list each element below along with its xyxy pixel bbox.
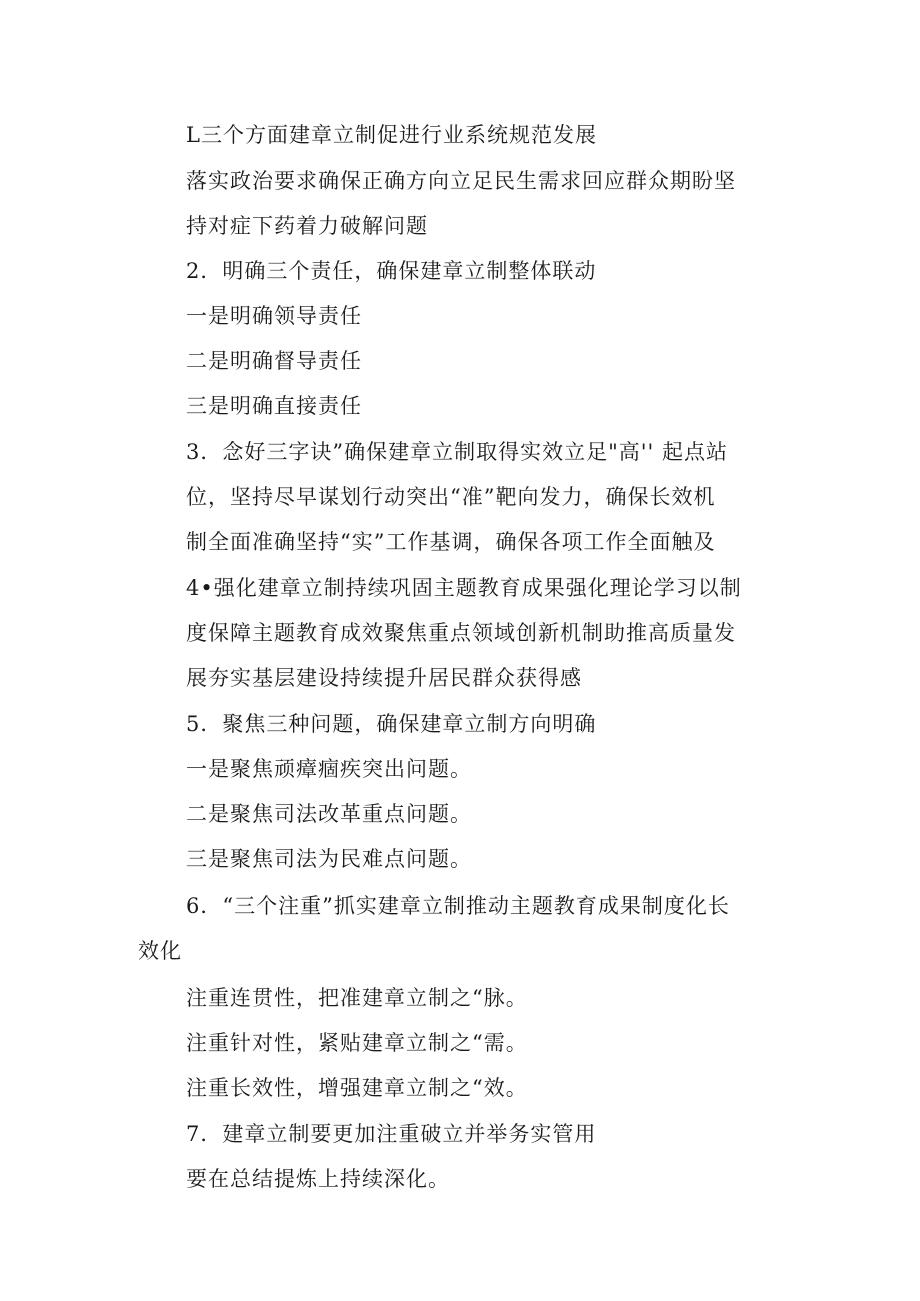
section-2-item-1: 一是明确领导责任	[186, 304, 362, 328]
section-2-item-2: 二是明确督导责任	[186, 349, 362, 373]
section-2-heading: 2．明确三个责任，确保建章立制整体联动	[186, 259, 597, 283]
section-5-item-1: 一是聚焦顽瘴痼疾突出问题。	[186, 757, 472, 781]
section-6-heading-line-2: 效化	[138, 939, 182, 963]
section-4-line-1: 4•强化建章立制持续巩固主题教育成果强化理论学习以制	[186, 576, 742, 600]
section-6-item-1: 注重连贯性，把准建章立制之“脉。	[186, 986, 528, 1010]
section-4-line-3: 展夯实基层建设持续提升居民群众获得感	[186, 666, 582, 690]
section-1-heading: L三个方面建章立制促进行业系统规范发展	[186, 123, 597, 147]
section-3-line-3: 制全面准确坚持“实”工作基调，确保各项工作全面触及	[186, 530, 716, 554]
section-5-heading: 5．聚焦三种问题，确保建章立制方向明确	[186, 712, 597, 736]
section-6-item-2: 注重针对性，紧贴建章立制之“需。	[186, 1031, 528, 1055]
section-3-line-2: 位，坚持尽早谋划行动突出“准”靶向发力，确保长效机	[186, 485, 716, 509]
section-6-item-3: 注重长效性，增强建章立制之“效。	[186, 1076, 528, 1100]
section-5-item-2: 二是聚焦司法改革重点问题。	[186, 802, 472, 826]
section-6-heading-line-1: 6．“三个注重”抓实建章立制推动主题教育成果制度化长	[186, 894, 730, 918]
section-3-line-1: 3．念好三字诀”确保建章立制取得实效立足"高'' 起点站	[186, 440, 728, 464]
section-1-body-line-1: 落实政治要求确保正确方向立足民生需求回应群众期盼坚	[186, 169, 736, 193]
section-1-body-line-2: 持对症下药着力破解问题	[186, 214, 428, 238]
section-5-item-3: 三是聚焦司法为民难点问题。	[186, 847, 472, 871]
section-7-heading: 7．建章立制要更加注重破立并举务实管用	[186, 1122, 597, 1146]
section-2-item-3: 三是明确直接责任	[186, 394, 362, 418]
section-7-body: 要在总结提炼上持续深化。	[186, 1167, 450, 1191]
section-4-line-2: 度保障主题教育成效聚焦重点领域创新机制助推高质量发	[186, 621, 736, 645]
